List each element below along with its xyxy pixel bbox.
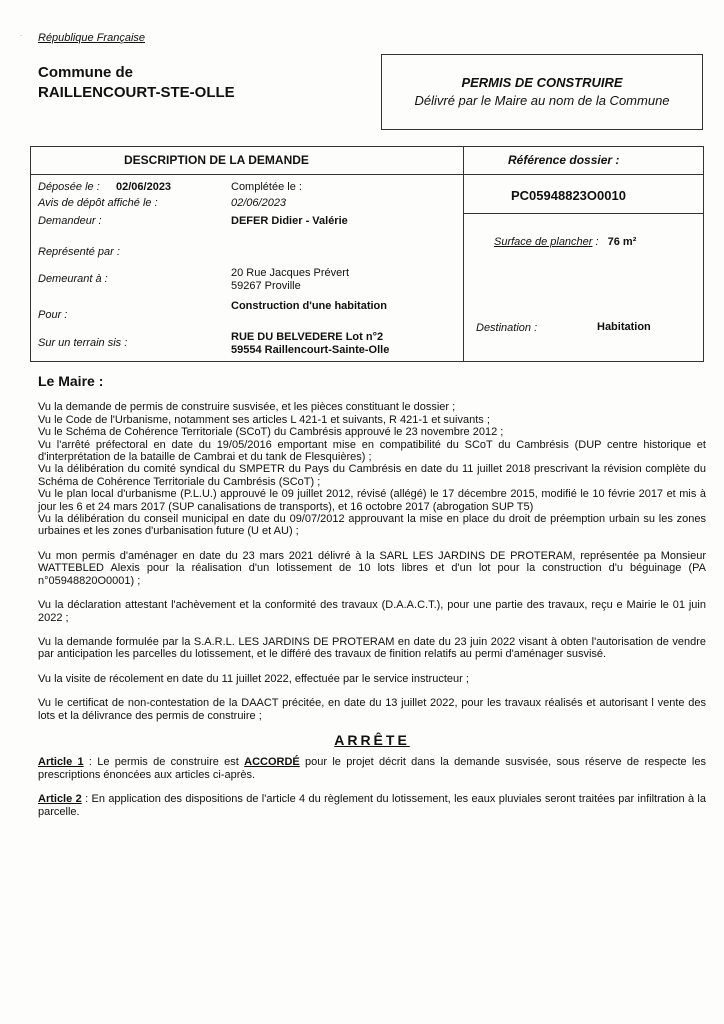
terrain-label: Sur un terrain sis : <box>38 337 128 349</box>
table-header-line <box>30 174 464 175</box>
table-divider <box>463 146 464 362</box>
article-2 <box>38 793 706 818</box>
paragraph-certificat: Vu le certificat de non-contestation de la DAACT précitée, en date du 13 juillet 2022, pour les travaux réalisés et autorisant l vente des lots et la délivrance des permis de construire ; <box>38 697 706 722</box>
adresse-line-1: 20 Rue Jacques Prévert <box>231 267 350 279</box>
avis-label: Avis de dépôt affiché le : <box>38 197 158 209</box>
terrain-line-1: RUE DU BELVEDERE Lot n°2 <box>231 331 384 343</box>
article-1-accorde: ACCORDÉ <box>244 756 300 769</box>
vu-line: Vu l'arrêté préfectoral en date du 19/05/2016 emportant mise en compatibilité du SCoT du Cambrésis (DUP centre historique et d'interprétation de la bataille de Cambrai et du tank de Flesquières) ; <box>38 438 706 464</box>
surface-row <box>494 236 636 248</box>
completee-label: Complétée le : <box>231 181 302 193</box>
paragraph-daact: Vu la déclaration attestant l'achèvement et la conformité des travaux (D.A.A.C.T.), pour une partie des travaux, reçu e Mairie le 01 juin 2022 ; <box>38 599 706 624</box>
demande-title: DESCRIPTION DE LA DEMANDE <box>124 153 309 167</box>
demandeur-value: DEFER Didier - Valérie <box>231 215 348 227</box>
vu-line: Vu la délibération du conseil municipal en date du 09/07/2012 approuvant la mise en place du droit de préemption urbain su les zones urbaines et les zones d'urbanisation future (U et AU) ; <box>38 513 706 538</box>
article-1 <box>38 756 706 781</box>
commune-name <box>38 63 235 103</box>
vu-block <box>38 401 706 537</box>
adresse-line-2: 59267 Proville <box>231 280 301 292</box>
pour-value: Construction d'une habitation <box>231 300 387 312</box>
permis-box <box>381 54 703 130</box>
commune-line-1: Commune de <box>38 64 134 81</box>
destination-value: Habitation <box>597 321 651 333</box>
paragraph-demande-sarl: Vu la demande formulée par la S.A.R.L. LES JARDINS DE PROTERAM en date du 23 juin 2022 visant à obten l'autorisation de vendre par anticipation les parcelles du lotissement, et le différé des travaux de finition relatifs au permi d'aménager susvisé. <box>38 635 706 661</box>
permis-title: PERMIS DE CONSTRUIRE <box>461 75 623 90</box>
paragraph-permis-amenager: Vu mon permis d'aménager en date du 23 mars 2021 délivré à la SARL LES JARDINS DE PROTERAM, représentée pa Monsieur WATTEBLED Alexis pour la réalisation d'un lotissement de 10 lots libres et d'un lot pour la construction d'u béguinage (PA n°05948820O0001) ; <box>38 549 706 587</box>
reference-number: PC05948823O0010 <box>511 188 626 203</box>
deposee-label: Déposée le : <box>38 181 100 193</box>
vu-line: Vu la demande de permis de construire susvisée, et les pièces constituant le dossier ; <box>38 401 456 414</box>
reference-title: Référence dossier : <box>508 153 620 167</box>
paragraph-recolement: Vu la visite de récolement en date du 11 juillet 2022, effectuée par le service instructeur ; <box>38 672 469 685</box>
terrain-line-2: 59554 Raillencourt-Sainte-Olle <box>231 344 390 356</box>
article-1-label: Article 1 <box>38 756 84 769</box>
demandeur-label: Demandeur : <box>38 215 102 227</box>
article-1-text-a: : Le permis de construire est <box>83 756 245 769</box>
surface-label: Surface de plancher <box>494 236 593 248</box>
demeurant-label: Demeurant à : <box>38 273 108 285</box>
deposee-value: 02/06/2023 <box>116 181 172 193</box>
surface-separator: : <box>592 236 599 248</box>
article-2-text: : En application des dispositions de l'article 4 du règlement du lotissement, les eaux pluviales seront traitées par infiltration à la parcelle. <box>38 793 706 818</box>
scan-mark: ˙ <box>20 34 23 44</box>
arrete-heading: ARRÊTE <box>334 731 410 748</box>
reference-header-line <box>463 174 704 175</box>
arrete-body <box>38 375 706 830</box>
le-maire-heading: Le Maire : <box>38 373 104 389</box>
vu-line: Vu le plan local d'urbanisme (P.L.U.) approuvé le 09 juillet 2012, révisé (allégé) le 17 décembre 2015, modifié le 10 févrie 2017 et mis à jour les 6 et 24 mars 2017 (SUP canalisations de transports), et 16 octobre 2017 (abrogation SUP T5) <box>38 488 706 513</box>
represente-label: Représenté par : <box>38 246 120 258</box>
surface-value: 76 m² <box>607 236 637 248</box>
pour-label: Pour : <box>38 309 68 321</box>
article-2-label: Article 2 <box>38 793 82 806</box>
destination-label: Destination : <box>476 322 538 334</box>
commune-line-2: RAILLENCOURT-STE-OLLE <box>38 84 235 101</box>
vu-line: Vu le Schéma de Cohérence Territoriale (SCoT) du Cambrésis approuvé le 23 novembre 2012 ; <box>38 426 504 439</box>
vu-line: Vu la délibération du comité syndical du SMPETR du Pays du Cambrésis en date du 11 juillet 2018 prescrivant la révision complète du Schéma de Cohérence Territoriale du Cambrésis (SCoT) ; <box>38 463 706 488</box>
republique-francaise: République Française <box>38 32 146 44</box>
article-1-text-b: pour le projet décrit dans la demande susvisée, sous réserve de respecte les prescriptions énoncées aux articles ci-après. <box>38 756 706 781</box>
completee-value: 02/06/2023 <box>231 197 287 209</box>
reference-number-line <box>463 213 704 214</box>
vu-line: Vu le Code de l'Urbanisme, notamment ses articles L 421-1 et suivants, R 421-1 et suivants ; <box>38 413 490 426</box>
permis-subtitle: Délivré par le Maire au nom de la Commune <box>414 93 670 108</box>
